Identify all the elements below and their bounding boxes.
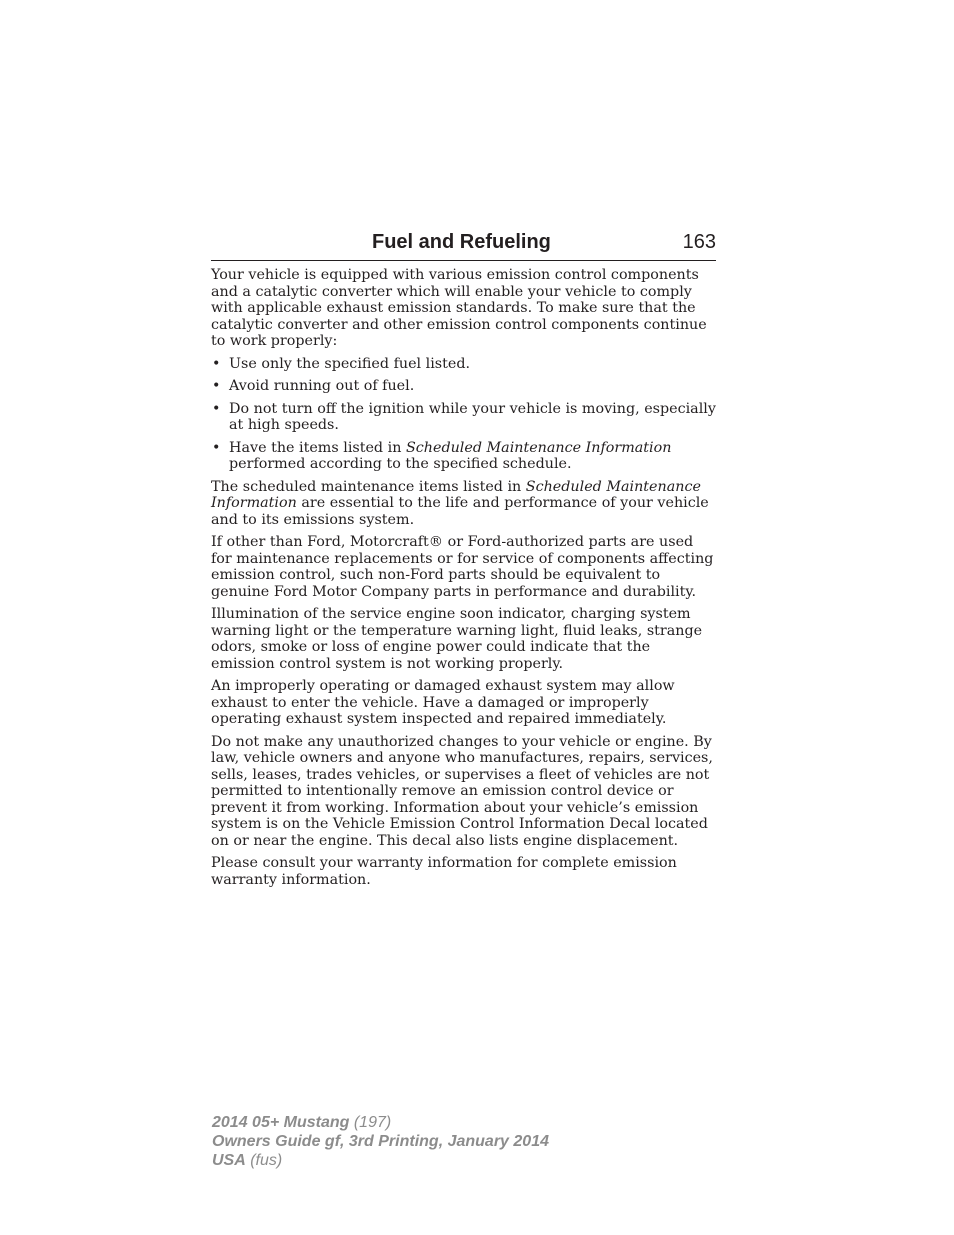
page-footer <box>212 1113 549 1170</box>
exhaust-system-paragraph: An improperly operating or damaged exhaust system may allow exhaust to enter the vehicle. Have a damaged or improperly operating exhaust system inspected and repaired immediately. <box>211 678 675 727</box>
bullet-icon: • <box>212 378 221 394</box>
unauthorized-changes-paragraph: Do not make any unauthorized changes to your vehicle or engine. By law, vehicle owners and anyone who manufactures, repairs, services, sells, leases, trades vehicles, or supervises a fleet of vehicles are not permitted to intentionally remove an emission control device or prevent it from working. Information about your vehicle’s emission system is on the Vehicle Emission Control Information Decal located on or near the engine. This decal also lists engine displacement. <box>211 733 713 849</box>
ford-parts-paragraph: If other than Ford, Motorcraft® or Ford-authorized parts are used for maintenance replacements or for service of components affecting emission control, such non-Ford parts should be equivalent to genuine Ford Motor Company parts in performance and durability. <box>211 534 714 600</box>
page-number: 163 <box>682 231 716 253</box>
warning-indicator-paragraph: Illumination of the service engine soon indicator, charging system warning light or the temperature warning light, fluid leaks, strange odors, smoke or loss of engine power could indicate that the emission control system is not working properly. <box>211 606 703 672</box>
body-text <box>211 267 716 894</box>
list-item: • Do not turn off the ignition while your vehicle is moving, especially at high speeds. <box>212 400 716 433</box>
list-item: • Avoid running out of fuel. <box>212 378 415 394</box>
section-title: Fuel and Refueling <box>372 231 551 253</box>
cross-reference: Scheduled Maintenance Information <box>405 439 672 456</box>
list-item: • Have the items listed in Scheduled Maintenance Information performed according to the specified schedule. <box>212 439 672 472</box>
scheduled-maintenance-paragraph: The scheduled maintenance items listed in Scheduled Maintenance Information are essential to the life and performance of your vehicle and to its emissions system. <box>211 478 709 528</box>
footer-line: 2014 05+ Mustang (197) <box>212 1114 392 1131</box>
cross-reference: Scheduled Maintenance Information <box>211 478 701 511</box>
intro-paragraph: Your vehicle is equipped with various emission control components and a catalytic converter which will enable your vehicle to comply with applicable exhaust emission standards. To make sure that the catalytic converter and other emission control components continue to work properly: <box>211 267 707 349</box>
maintenance-bullet-list <box>211 356 716 473</box>
bullet-icon: • <box>212 355 221 372</box>
page-header <box>211 229 716 261</box>
warranty-paragraph: Please consult your warranty information for complete emission warranty information. <box>211 855 677 888</box>
footer-line: USA (fus) <box>212 1152 283 1169</box>
list-item: • Use only the specified fuel listed. <box>212 355 471 372</box>
footer-line: Owners Guide gf, 3rd Printing, January 2014 <box>212 1133 549 1150</box>
bullet-icon: • <box>212 439 221 456</box>
bullet-icon: • <box>212 400 221 417</box>
